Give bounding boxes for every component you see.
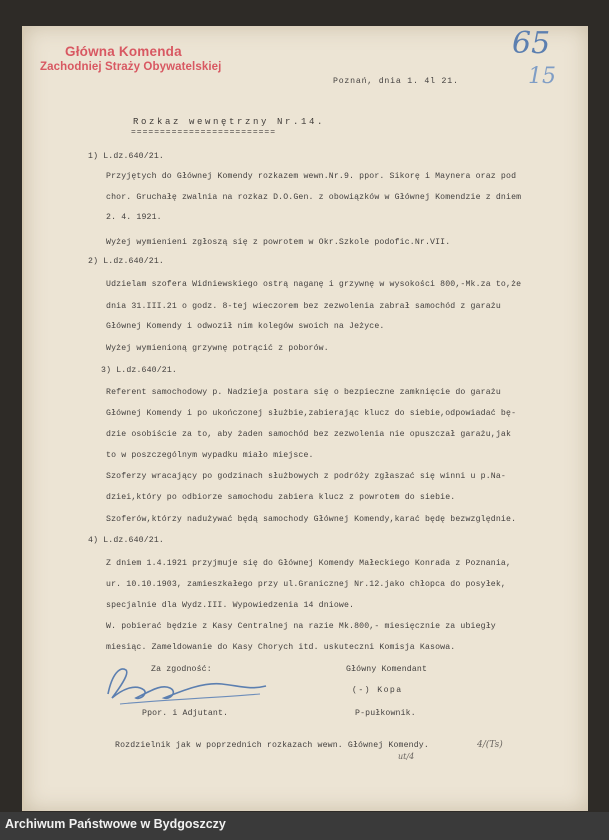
section-3-line: dzie osobiście za to, aby żaden samochód bez zezwolenia nie opuszczał garażu,jak: [106, 430, 512, 439]
signature-right-name: (-) Kopa: [352, 686, 403, 695]
signature-left-label: Za zgodność:: [151, 665, 212, 674]
section-4-ref: 4) L.dz.640/21.: [88, 536, 164, 545]
section-1-line: chor. Gruchałę zwalnia na rozkaz D.O.Gen. z obowiązków w Głównej Komendzie z dniem: [106, 193, 522, 202]
stamp-line-1: Główna Komenda: [65, 44, 182, 59]
section-4-line: W. pobierać będzie z Kasy Centralnej na razie Mk.800,- miesięcznie za ubiegły: [106, 622, 496, 631]
document-title: Rozkaz wewnętrzny Nr.14.: [133, 117, 326, 127]
handwritten-signature: [100, 660, 290, 710]
section-3-line: dziei,który po odbiorze samochodu zabiera klucz z powrotem do siebie.: [106, 493, 456, 502]
section-3-line: to w poszczególnym wypadku miało miejsce.: [106, 451, 314, 460]
section-2-line: Wyżej wymienioną grzywnę potrącić z poborów.: [106, 344, 329, 353]
section-1-line: 2. 4. 1921.: [106, 213, 162, 222]
section-2-line: dnia 31.III.21 o godz. 8-tej wieczorem bez zezwolenia zabrał samochód z garażu: [106, 302, 501, 311]
stamp-line-2: Zachodniej Straży Obywatelskiej: [40, 61, 222, 73]
section-1-line: Przyjętych do Głównej Komendy rozkazem wewn.Nr.9. ppor. Sikorę i Maynera oraz pod: [106, 172, 517, 181]
section-1-ref: 1) L.dz.640/21.: [88, 152, 164, 161]
archive-footer: [0, 812, 609, 840]
section-4-line: Z dniem 1.4.1921 przyjmuje się do Głównej Komendy Małeckiego Konrada z Poznania,: [106, 559, 512, 568]
archive-name: Archiwum Państwowe w Bydgoszczy: [5, 817, 226, 831]
section-4-line: ur. 10.10.1903, zamieszkałego przy ul.Granicznej Nr.12.jako chłopca do posyłek,: [106, 580, 507, 589]
signature-right-role: P-pułkownik.: [355, 709, 416, 718]
handwritten-annotation-2: ut/4: [398, 752, 415, 761]
section-3-ref: 3) L.dz.640/21.: [101, 366, 177, 375]
handwritten-annotation: 4/(Ts): [477, 740, 503, 750]
section-1-line: Wyżej wymienieni zgłoszą się z powrotem w Okr.Szkole podofic.Nr.VII.: [106, 238, 451, 247]
section-3-line: Szoferów,którzy nadużywać będą samochody Głównej Komendy,karać będę bezwzględnie.: [106, 515, 517, 524]
handwritten-page-number: 65: [512, 26, 551, 61]
place-date: Poznań, dnia 1. 4l 21.: [333, 77, 459, 86]
section-3-line: Szoferzy wracający po godzinach służbowych z podróży zgłaszać się winni u p.Na-: [106, 472, 507, 481]
section-3-line: Referent samochodowy p. Nadzieja postara się o bezpieczne zamknięcie do garażu: [106, 388, 501, 397]
title-underline: =========================: [131, 128, 277, 137]
signature-right-label: Główny Komendant: [346, 665, 428, 674]
section-2-ref: 2) L.dz.640/21.: [88, 257, 164, 266]
section-4-line: miesiąc. Zameldowanie do Kasy Chorych itd. uskuteczni Komisja Kasowa.: [106, 643, 456, 652]
signature-left-role: Ppor. i Adjutant.: [142, 709, 229, 718]
distribution-note: Rozdzielnik jak w poprzednich rozkazach wewn. Głównej Komendy.: [115, 741, 429, 750]
handwritten-page-number-2: 15: [528, 64, 556, 89]
section-2-line: Udzielam szofera Widniewskiego ostrą naganę i grzywnę w wysokości 800,-Mk.za to,że: [106, 280, 522, 289]
section-3-line: Głównej Komendy i po ukończonej służbie,zabierając klucz do siebie,odpowiadać bę-: [106, 409, 517, 418]
section-4-line: specjalnie dla Wydz.III. Wypowiedzenia 14 dniowe.: [106, 601, 355, 610]
section-2-line: Głównej Komendy i odwoził nim kolegów swoich na Jeżyce.: [106, 322, 385, 331]
